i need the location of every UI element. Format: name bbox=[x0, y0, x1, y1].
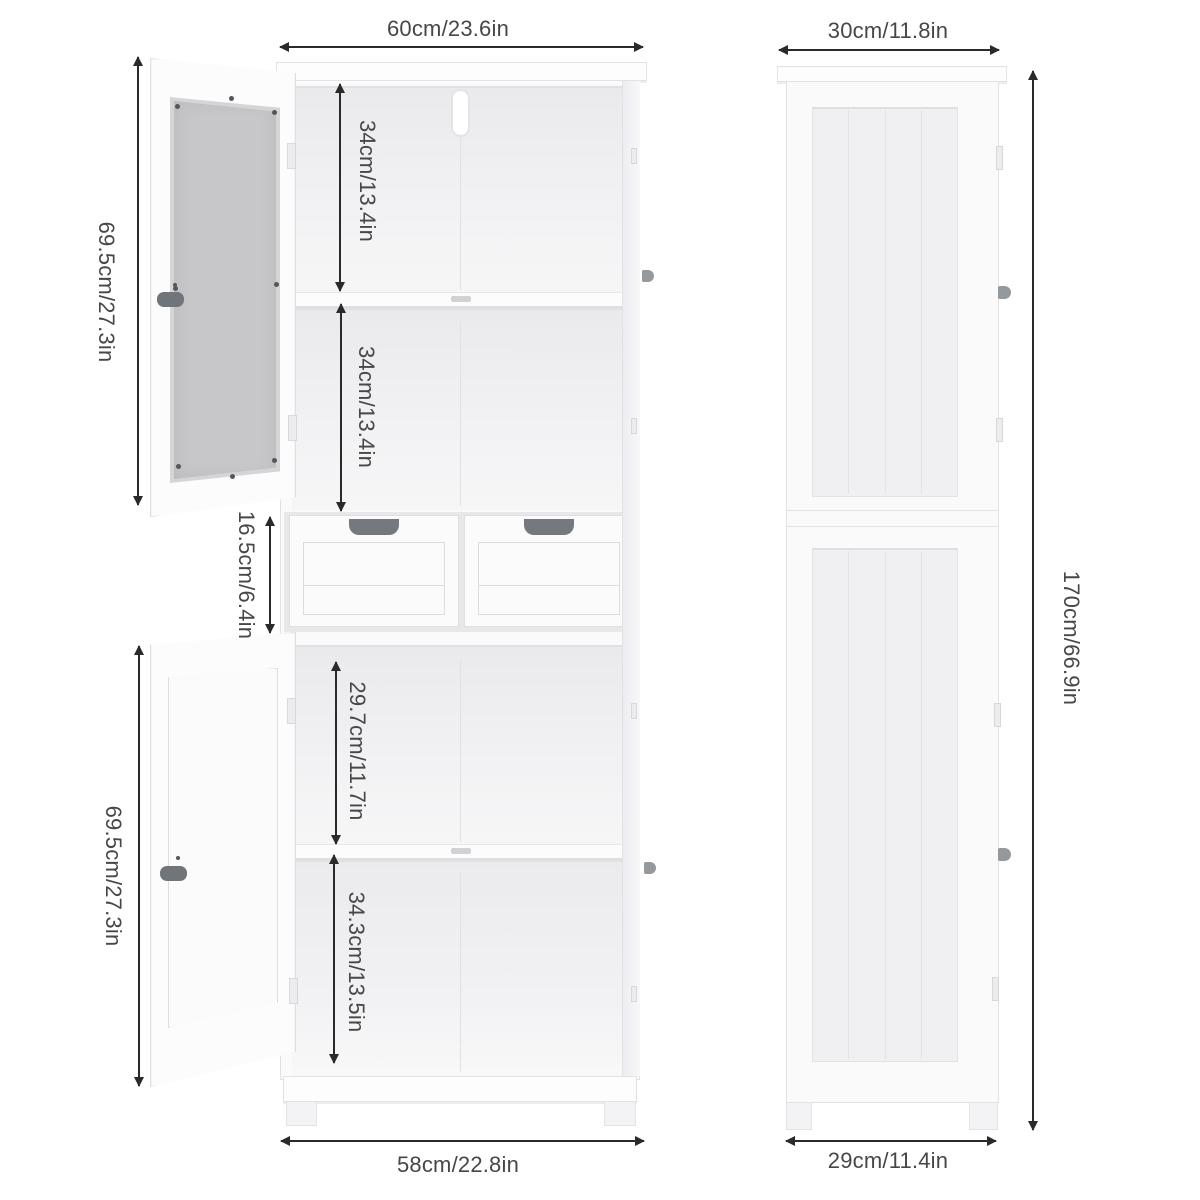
upper-door-hinge bbox=[288, 415, 297, 441]
side-leg-front bbox=[786, 1103, 812, 1130]
dim-arrow-drawer-height bbox=[269, 517, 271, 633]
side-top-cap bbox=[777, 66, 1007, 82]
back-panel-seam bbox=[460, 660, 461, 842]
back-panel-seam bbox=[460, 322, 461, 506]
dim-arrow-top-width bbox=[280, 46, 643, 48]
drawer-left-handle bbox=[349, 519, 399, 535]
hinge-bump bbox=[994, 703, 1001, 727]
mirror-glass bbox=[174, 101, 276, 479]
mirror-screw bbox=[176, 464, 181, 469]
lower-door-handle bbox=[160, 866, 187, 881]
dim-bottom-shelf-space: 34.3cm/13.5in bbox=[344, 891, 369, 1033]
shelf-clip bbox=[451, 848, 471, 854]
front-leg-right bbox=[604, 1102, 636, 1126]
dim-lower-shelf-space: 29.7cm/11.7in bbox=[345, 681, 370, 821]
mirror-screw bbox=[274, 282, 279, 287]
right-side-wall bbox=[622, 81, 640, 1076]
lower-door-hinge bbox=[287, 698, 296, 724]
beadboard-groove bbox=[921, 110, 922, 494]
dim-drawer-height: 16.5cm/6.4in bbox=[234, 510, 259, 640]
dim-top-width: 60cm/23.6in bbox=[386, 16, 510, 41]
drawer-right-groove bbox=[478, 585, 620, 586]
beadboard-groove bbox=[848, 110, 849, 494]
dim-total-height: 170cm/66.9in bbox=[1059, 570, 1084, 706]
beadboard-groove bbox=[848, 551, 849, 1059]
dim-bottom-depth: 29cm/11.4in bbox=[827, 1148, 949, 1173]
hinge-mark bbox=[631, 986, 637, 1002]
shelf-clip bbox=[451, 296, 471, 302]
hinge-mark bbox=[631, 703, 637, 719]
upper-door-handle bbox=[157, 292, 184, 307]
lower-door-panel bbox=[168, 668, 278, 1028]
side-leg-back bbox=[969, 1103, 998, 1130]
drawer-left-panel bbox=[303, 542, 445, 615]
mirror-panel-frame bbox=[170, 97, 280, 483]
side-joint-line bbox=[787, 510, 998, 511]
lower-compartment-bottom bbox=[292, 860, 622, 1076]
mirror-screw bbox=[230, 474, 235, 479]
dim-arrow-bottom-depth bbox=[786, 1140, 996, 1142]
door-catch-knob-upper bbox=[642, 270, 654, 282]
side-door-knob-upper bbox=[998, 286, 1011, 299]
side-joint-line bbox=[787, 526, 998, 527]
dim-arrow-lower-shelf-space bbox=[335, 662, 337, 844]
dim-bottom-width: 58cm/22.8in bbox=[396, 1152, 520, 1177]
mirror-screw bbox=[175, 104, 180, 109]
beadboard-groove bbox=[921, 551, 922, 1059]
front-base-rail bbox=[283, 1076, 637, 1102]
handle-screw bbox=[173, 283, 177, 287]
beadboard-groove bbox=[885, 551, 886, 1059]
drawer-right-panel bbox=[478, 542, 620, 615]
dim-arrow-upper-shelf-space bbox=[339, 84, 341, 291]
handle-screw bbox=[176, 856, 180, 860]
hinge-mark bbox=[631, 418, 637, 434]
drawer-left-groove bbox=[303, 585, 445, 586]
dim-lower-door-height: 69.5cm/27.3in bbox=[101, 805, 126, 947]
lower-compartment-top bbox=[292, 645, 622, 844]
hinge-mark bbox=[631, 148, 637, 164]
upper-door-hinge bbox=[287, 143, 296, 169]
hinge-bump bbox=[992, 977, 999, 1001]
dim-upper-shelf-space: 34cm/13.4in bbox=[355, 119, 380, 243]
cable-hole bbox=[451, 89, 470, 137]
dim-arrow-bottom-width bbox=[281, 1140, 644, 1142]
lower-door-hinge bbox=[289, 978, 298, 1004]
hinge-bump bbox=[996, 418, 1003, 442]
drawer-right-handle bbox=[524, 519, 574, 535]
dim-arrow-lower-door-height bbox=[138, 646, 140, 1086]
dim-arrow-total-height bbox=[1032, 71, 1034, 1130]
dim-upper-door-height: 69.5cm/27.3in bbox=[94, 221, 119, 363]
mirror-screw bbox=[272, 110, 277, 115]
dim-arrow-middle-shelf-space bbox=[340, 304, 342, 511]
hinge-bump bbox=[996, 146, 1003, 170]
mirror-screw bbox=[229, 96, 234, 101]
dim-arrow-top-depth bbox=[779, 49, 999, 51]
back-panel-seam bbox=[460, 872, 461, 1072]
beadboard-groove bbox=[885, 110, 886, 494]
side-door-knob-lower bbox=[998, 848, 1011, 861]
mirror-screw bbox=[272, 458, 277, 463]
front-top-cap bbox=[276, 62, 647, 81]
front-leg-left bbox=[286, 1102, 317, 1126]
door-catch-knob-lower bbox=[644, 862, 656, 874]
dim-top-depth: 30cm/11.8in bbox=[827, 18, 949, 43]
dim-middle-shelf-space: 34cm/13.4in bbox=[354, 345, 379, 469]
dim-arrow-upper-door-height bbox=[137, 57, 139, 505]
dim-arrow-bottom-shelf-space bbox=[333, 855, 335, 1063]
